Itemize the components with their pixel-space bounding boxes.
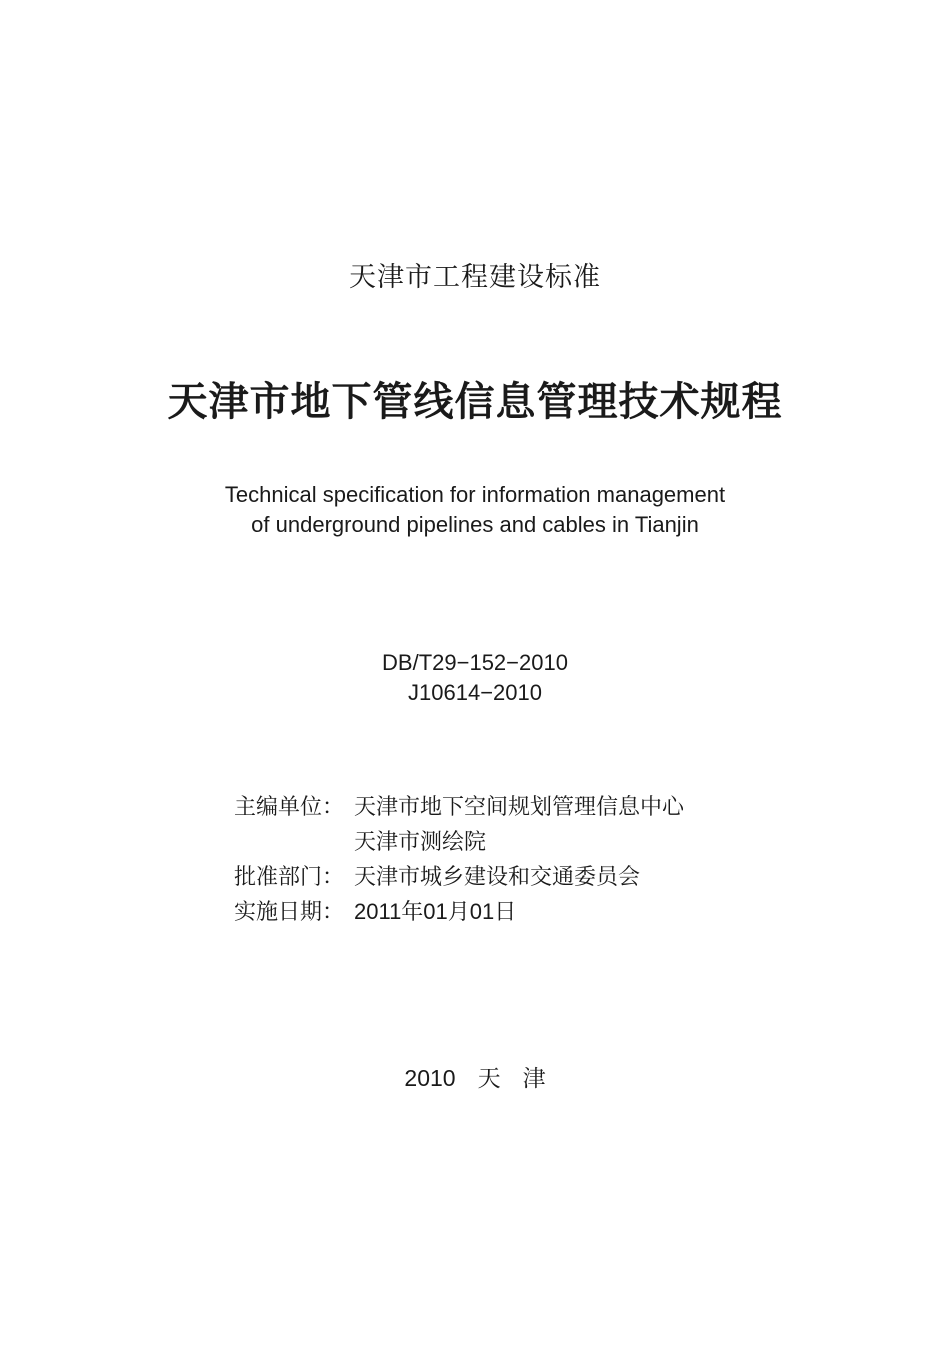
approver-value: 天津市城乡建设和交通委员会 <box>354 865 641 890</box>
editor-unit-1: 天津市地下空间规划管理信息中心 <box>354 795 685 820</box>
approver-row <box>234 858 684 893</box>
main-title: 天津市地下管线信息管理技术规程 <box>167 378 783 425</box>
effective-date-label: 实施日期： <box>234 900 345 925</box>
publication-footer <box>0 1060 950 1093</box>
approver-label: 批准部门： <box>234 865 345 890</box>
record-number: J10614−2010 <box>408 680 542 705</box>
effective-date-row <box>234 893 684 928</box>
publication-city: 天津 <box>477 1066 568 1092</box>
effective-date-value: 2011年01月01日 <box>354 899 517 924</box>
series-title: 天津市工程建设标准 <box>349 262 601 293</box>
publication-info <box>234 788 684 928</box>
standard-codes <box>0 648 950 708</box>
editor-row <box>234 788 684 823</box>
editor-unit-2: 天津市测绘院 <box>354 830 487 855</box>
publication-year: 2010 <box>404 1065 456 1091</box>
standard-number: DB/T29−152−2010 <box>382 650 568 675</box>
editor-label: 主编单位： <box>234 795 345 820</box>
english-title <box>0 480 950 540</box>
english-title-line-2: of underground pipelines and cables in Tianjin <box>251 512 699 537</box>
editor-row-2 <box>234 823 684 858</box>
english-title-line-1: Technical specification for information management <box>224 482 726 507</box>
